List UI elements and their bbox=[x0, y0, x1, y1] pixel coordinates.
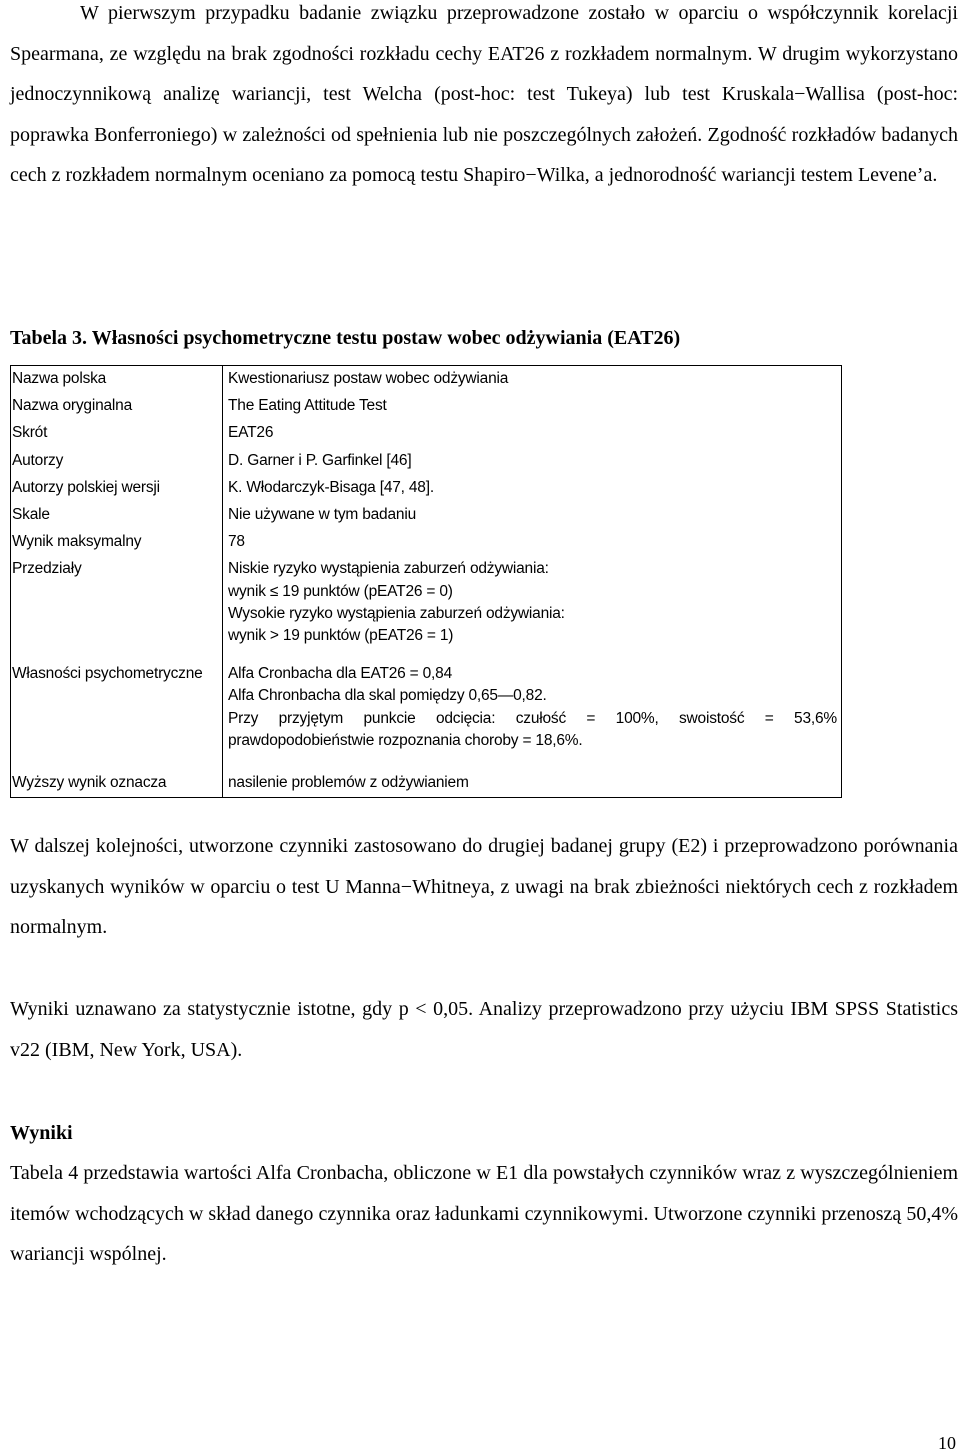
row-value-line: Alfa Cronbacha dla EAT26 = 0,84 bbox=[228, 665, 453, 683]
row-label: Wyższy wynik oznacza bbox=[11, 770, 223, 798]
table-row bbox=[11, 475, 842, 502]
row-value-line: The Eating Attitude Test bbox=[228, 397, 387, 415]
row-label: Nazwa oryginalna bbox=[11, 393, 223, 420]
row-value bbox=[223, 502, 842, 529]
table-caption: Tabela 3. Własności psychometryczne testu postaw wobec odżywiania (EAT26) bbox=[10, 327, 681, 349]
row-label: Przedziały bbox=[11, 556, 223, 661]
row-value-line: Wysokie ryzyko wystąpienia zaburzeń odżywiania: bbox=[228, 604, 565, 622]
row-value bbox=[223, 366, 842, 394]
psychometric-properties-table bbox=[10, 365, 842, 798]
row-label: Wynik maksymalny bbox=[11, 529, 223, 556]
row-value-line: Przy przyjętym punkcie odcięcia: czułość = 100%, swoistość = 53,6% bbox=[228, 709, 837, 727]
paragraph-further-analysis: W dalszej kolejności, utworzone czynniki zastosowano do drugiej badanej grupy (E2) i przeprowadzono porównania uzyskanych wyników w oparciu o test U Manna−Whitneya, z uwagi na brak zbieżności niektórych cech z rozkładem normalnym. bbox=[10, 835, 958, 939]
section-heading-results: Wyniki bbox=[10, 1122, 73, 1144]
row-label: Autorzy polskiej wersji bbox=[11, 475, 223, 502]
page-number: 10 bbox=[938, 1433, 956, 1453]
paragraph-significance: Wyniki uznawano za statystycznie istotne, gdy p < 0,05. Analizy przeprowadzono przy użyciu IBM SPSS Statistics v22 (IBM, New York, USA). bbox=[10, 998, 958, 1061]
row-label: Skale bbox=[11, 502, 223, 529]
table-row bbox=[11, 556, 842, 661]
table-row bbox=[11, 448, 842, 475]
paragraph-methods-correlation: W pierwszym przypadku badanie związku przeprowadzone zostało w oparciu o współczynnik korelacji Spearmana, ze względu na brak zgodności rozkładu cechy EAT26 z rozkładem normalnym. W drugim wykorzystano jednoczynnikową analizę wariancji, test Welcha (post-hoc: test Tukeya) lub test Kruskala−Wallisa (post-hoc: poprawka Bonferroniego) w zależności od spełnienia lub nie poszczególnych założeń. Zgodność rozkładów badanych cech z rozkładem normalnym oceniano za pomocą testu Shapiro−Wilka, a jednorodność wariancji testem Levene’a. bbox=[10, 2, 958, 187]
row-label: Autorzy bbox=[11, 448, 223, 475]
table-row bbox=[11, 529, 842, 556]
paragraph-results-intro: Tabela 4 przedstawia wartości Alfa Cronbacha, obliczone w E1 dla powstałych czynników wraz z wyszczególnieniem itemów wchodzących w skład danego czynnika oraz ładunkami czynnikowymi. Utworzone czynniki przenoszą 50,4% wariancji wspólnej. bbox=[10, 1162, 958, 1266]
row-value bbox=[223, 393, 842, 420]
row-value bbox=[223, 475, 842, 502]
table-row bbox=[11, 661, 842, 770]
row-label: Własności psychometryczne bbox=[11, 661, 223, 770]
row-value bbox=[223, 420, 842, 447]
row-value bbox=[223, 661, 842, 770]
row-value bbox=[223, 448, 842, 475]
row-value bbox=[223, 770, 842, 798]
row-label: Nazwa polska bbox=[11, 366, 223, 394]
row-value-line: Nie używane w tym badaniu bbox=[228, 506, 416, 524]
table-row bbox=[11, 770, 842, 798]
row-value bbox=[223, 556, 842, 661]
table-row bbox=[11, 393, 842, 420]
row-value-line: Kwestionariusz postaw wobec odżywiania bbox=[228, 370, 509, 387]
table-row bbox=[11, 502, 842, 529]
row-label: Skrót bbox=[11, 420, 223, 447]
row-value-line: 78 bbox=[228, 533, 245, 551]
table-row bbox=[11, 366, 842, 394]
row-value-line: EAT26 bbox=[228, 424, 274, 442]
row-value-line: wynik ≤ 19 punktów (pEAT26 = 0) bbox=[228, 582, 453, 600]
row-value-line: prawdopodobieństwie rozpoznania choroby = 18,6%. bbox=[228, 731, 583, 749]
row-value-line: wynik > 19 punktów (pEAT26 = 1) bbox=[228, 627, 454, 645]
table-row bbox=[11, 420, 842, 447]
row-value-line: Niskie ryzyko wystąpienia zaburzeń odżywiania: bbox=[228, 560, 549, 578]
row-value bbox=[223, 529, 842, 556]
row-value-line: Alfa Chronbacha dla skal pomiędzy 0,65—0,82. bbox=[228, 687, 547, 705]
row-value-line: nasilenie problemów z odżywianiem bbox=[228, 774, 469, 792]
row-value-line: K. Włodarczyk-Bisaga [47, 48]. bbox=[228, 478, 434, 496]
row-value-line: D. Garner i P. Garfinkel [46] bbox=[228, 451, 412, 469]
